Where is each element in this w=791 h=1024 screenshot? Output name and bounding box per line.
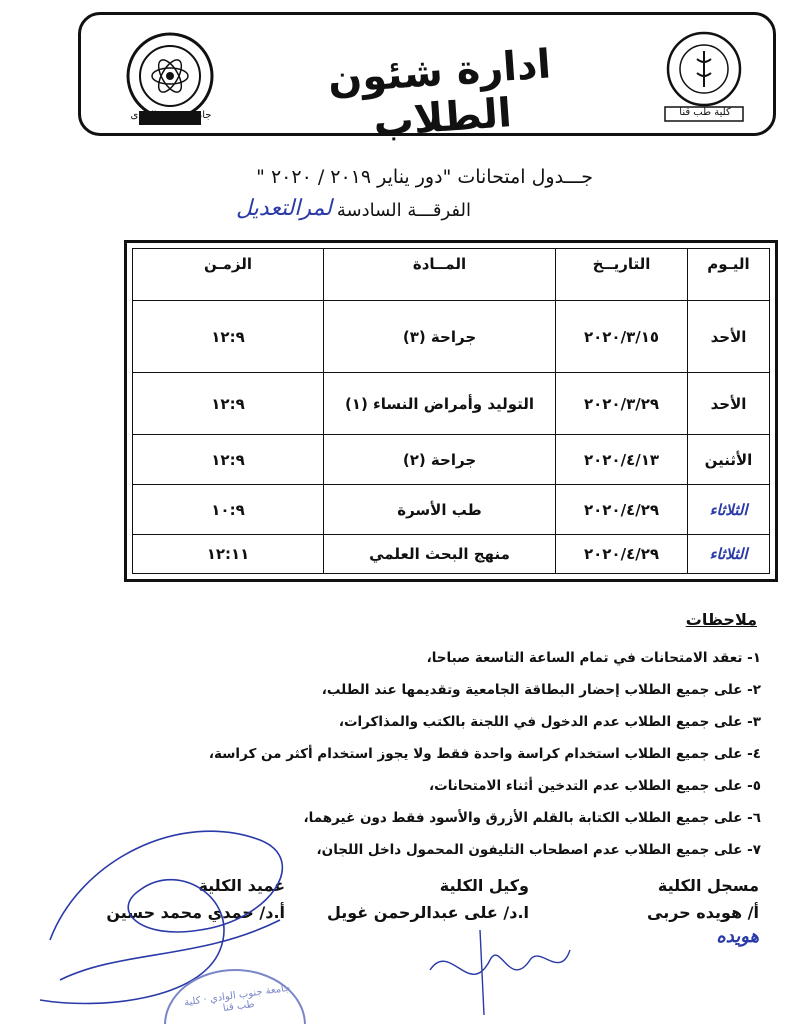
exam-schedule-title: جـــدول امتحانات "دور يناير ٢٠١٩ / ٢٠٢٠ " xyxy=(256,166,593,188)
list-item: ٣- على جميع الطلاب عدم الدخول في اللجنة بالكتب والمذاكرات، xyxy=(338,714,761,730)
cell-date: ٢٠٢٠/٤/١٣ xyxy=(556,435,688,485)
handwritten-note: لمرالتعديل xyxy=(236,196,332,221)
list-item: ١- تعقد الامتحانات في تمام الساعة التاسعة صباحا، xyxy=(426,650,761,666)
signature-title: مسجل الكلية xyxy=(657,876,759,895)
schedule-table xyxy=(132,248,770,574)
cell-date: ٢٠٢٠/٤/٢٩ xyxy=(556,535,688,574)
left-logo-caption: جامعة جنوب الوادى xyxy=(130,110,212,121)
cell-time: ١٢:٩ xyxy=(133,373,324,435)
cell-day: الأحد xyxy=(688,373,770,435)
cell-date: ٢٠٢٠/٣/٢٩ xyxy=(556,373,688,435)
signature-name: ا.د/ على عبدالرحمن غويل xyxy=(326,903,529,922)
signature-registrar xyxy=(647,876,759,947)
schedule-table-frame xyxy=(124,240,778,582)
list-item: ٢- على جميع الطلاب إحضار البطاقة الجامعية وتقديمها عند الطلب، xyxy=(321,682,761,698)
list-item: ٥- على جميع الطلاب عدم التدخين أثناء الامتحانات، xyxy=(429,778,761,794)
signature-handwriting: هويده xyxy=(716,926,759,947)
header-time: الزمـن xyxy=(133,249,324,301)
cell-subject: جراحة (٣) xyxy=(324,301,556,373)
list-item: ٤- على جميع الطلاب استخدام كراسة واحدة فقط ولا يجوز استخدام أكثر من كراسة، xyxy=(208,746,761,762)
cell-day: الأثنين xyxy=(688,435,770,485)
cell-day: الثلاثاء xyxy=(688,485,770,535)
list-item: ٦- على جميع الطلاب الكتابة بالقلم الأزرق والأسود فقط دون غيرهما، xyxy=(303,810,761,826)
signature-title: عميد الكلية xyxy=(198,876,285,895)
list-item: ٧- على جميع الطلاب عدم اصطحاب التليفون المحمول داخل اللجان، xyxy=(316,842,761,858)
signature-name: أ.د/ حمدي محمد حسين xyxy=(106,903,285,922)
cell-day: الأحد xyxy=(688,301,770,373)
signature-vice-dean xyxy=(327,876,529,922)
right-logo-caption: كلية طب قنا xyxy=(679,107,731,118)
cell-time: ١٢:٩ xyxy=(133,435,324,485)
header-day: اليـوم xyxy=(688,249,770,301)
cell-date: ٢٠٢٠/٤/٢٩ xyxy=(556,485,688,535)
cell-time: ١٢:٩ xyxy=(133,301,324,373)
cell-time: ١٠:٩ xyxy=(133,485,324,535)
table-row xyxy=(133,485,770,535)
signature-name: أ/ هويده حربى xyxy=(647,903,759,922)
cell-subject: منهج البحث العلمي xyxy=(324,535,556,574)
table-header-row xyxy=(133,249,770,301)
stamp-text: جامعة جنوب الوادي · كلية طب قنا xyxy=(183,982,291,1015)
vice-dean-signature-scribble xyxy=(420,920,580,1020)
cell-day: الثلاثاء xyxy=(688,535,770,574)
table-row xyxy=(133,301,770,373)
cell-subject: التوليد وأمراض النساء (١) xyxy=(324,373,556,435)
header-subject: المــادة xyxy=(324,249,556,301)
page-title: ادارة شئون الطلاب xyxy=(326,41,553,146)
notes-title: ملاحظات xyxy=(685,610,757,629)
table-row xyxy=(133,435,770,485)
cell-date: ٢٠٢٠/٣/١٥ xyxy=(556,301,688,373)
cell-subject: جراحة (٢) xyxy=(324,435,556,485)
table-row xyxy=(133,535,770,574)
header-date: التاريــخ xyxy=(556,249,688,301)
header-box xyxy=(78,12,776,146)
table-row xyxy=(133,373,770,435)
signature-title: وكيل الكلية xyxy=(439,876,529,895)
class-year: الفرقـــة السادسة xyxy=(336,200,471,221)
cell-time: ١٢:١١ xyxy=(133,535,324,574)
cell-subject: طب الأسرة xyxy=(324,485,556,535)
